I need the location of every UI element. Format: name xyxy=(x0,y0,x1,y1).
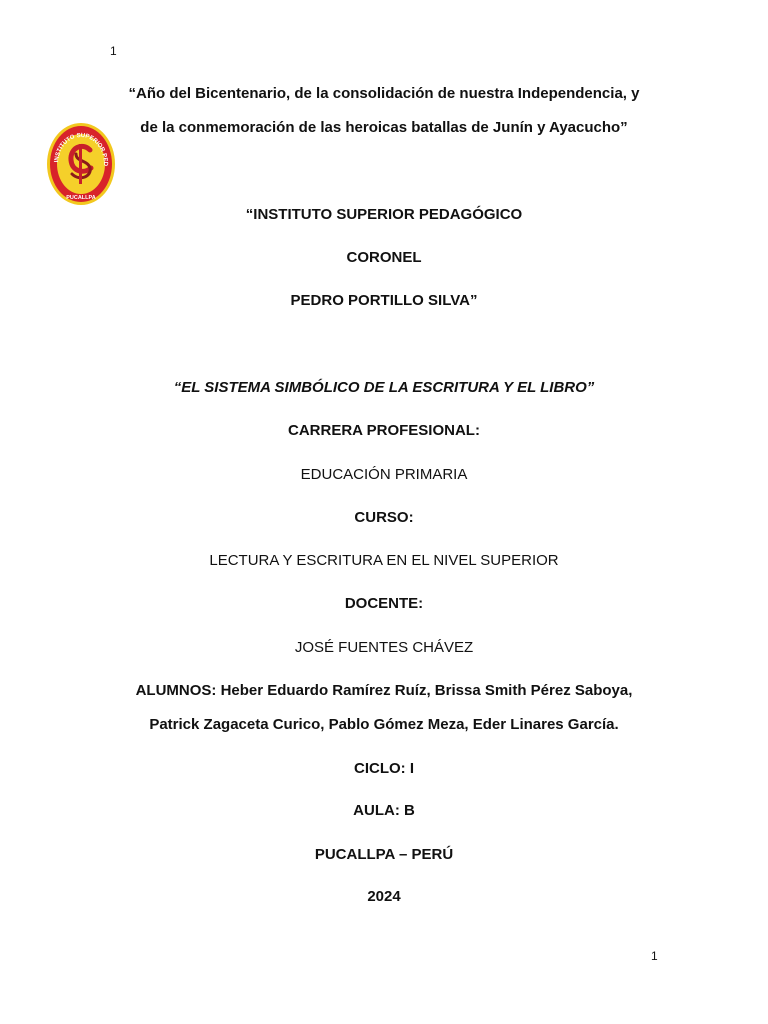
institute-line-3: PEDRO PORTILLO SILVA” xyxy=(290,292,478,309)
cycle: CICLO: I xyxy=(354,760,414,777)
document-title: “EL SISTEMA SIMBÓLICO DE LA ESCRITURA Y EL LIBRO” xyxy=(173,379,595,396)
motto-line-2: de la conmemoración de las heroicas batallas de Junín y Ayacucho” xyxy=(140,119,628,136)
teacher-label: DOCENTE: xyxy=(344,595,424,612)
career-label: CARRERA PROFESIONAL: xyxy=(288,422,480,439)
course-value: LECTURA Y ESCRITURA EN EL NIVEL SUPERIOR xyxy=(209,552,559,569)
year: 2024 xyxy=(367,888,401,905)
teacher-value: JOSÉ FUENTES CHÁVEZ xyxy=(294,639,474,656)
header-page-number: 1 xyxy=(110,44,117,58)
students-line-1: ALUMNOS: Heber Eduardo Ramírez Ruíz, Brissa Smith Pérez Saboya, xyxy=(135,682,633,699)
logo-bottom-text: PUCALLPA xyxy=(66,195,96,201)
classroom: AULA: B xyxy=(353,802,415,819)
students-line-2: Patrick Zagaceta Curico, Pablo Gómez Meza, Eder Linares García. xyxy=(149,716,619,733)
institute-logo xyxy=(46,122,116,206)
institute-line-1: “INSTITUTO SUPERIOR PEDAGÓGICO xyxy=(245,206,523,223)
city: PUCALLPA – PERÚ xyxy=(314,846,454,863)
institute-line-2: CORONEL xyxy=(346,249,422,266)
footer-page-number: 1 xyxy=(651,949,658,963)
course-label: CURSO: xyxy=(354,509,414,526)
career-value: EDUCACIÓN PRIMARIA xyxy=(300,466,468,483)
motto-line-1: “Año del Bicentenario, de la consolidación de nuestra Independencia, y xyxy=(128,85,640,102)
logo-ring-text: INSTITUTO SUPERIOR PED xyxy=(54,132,109,167)
